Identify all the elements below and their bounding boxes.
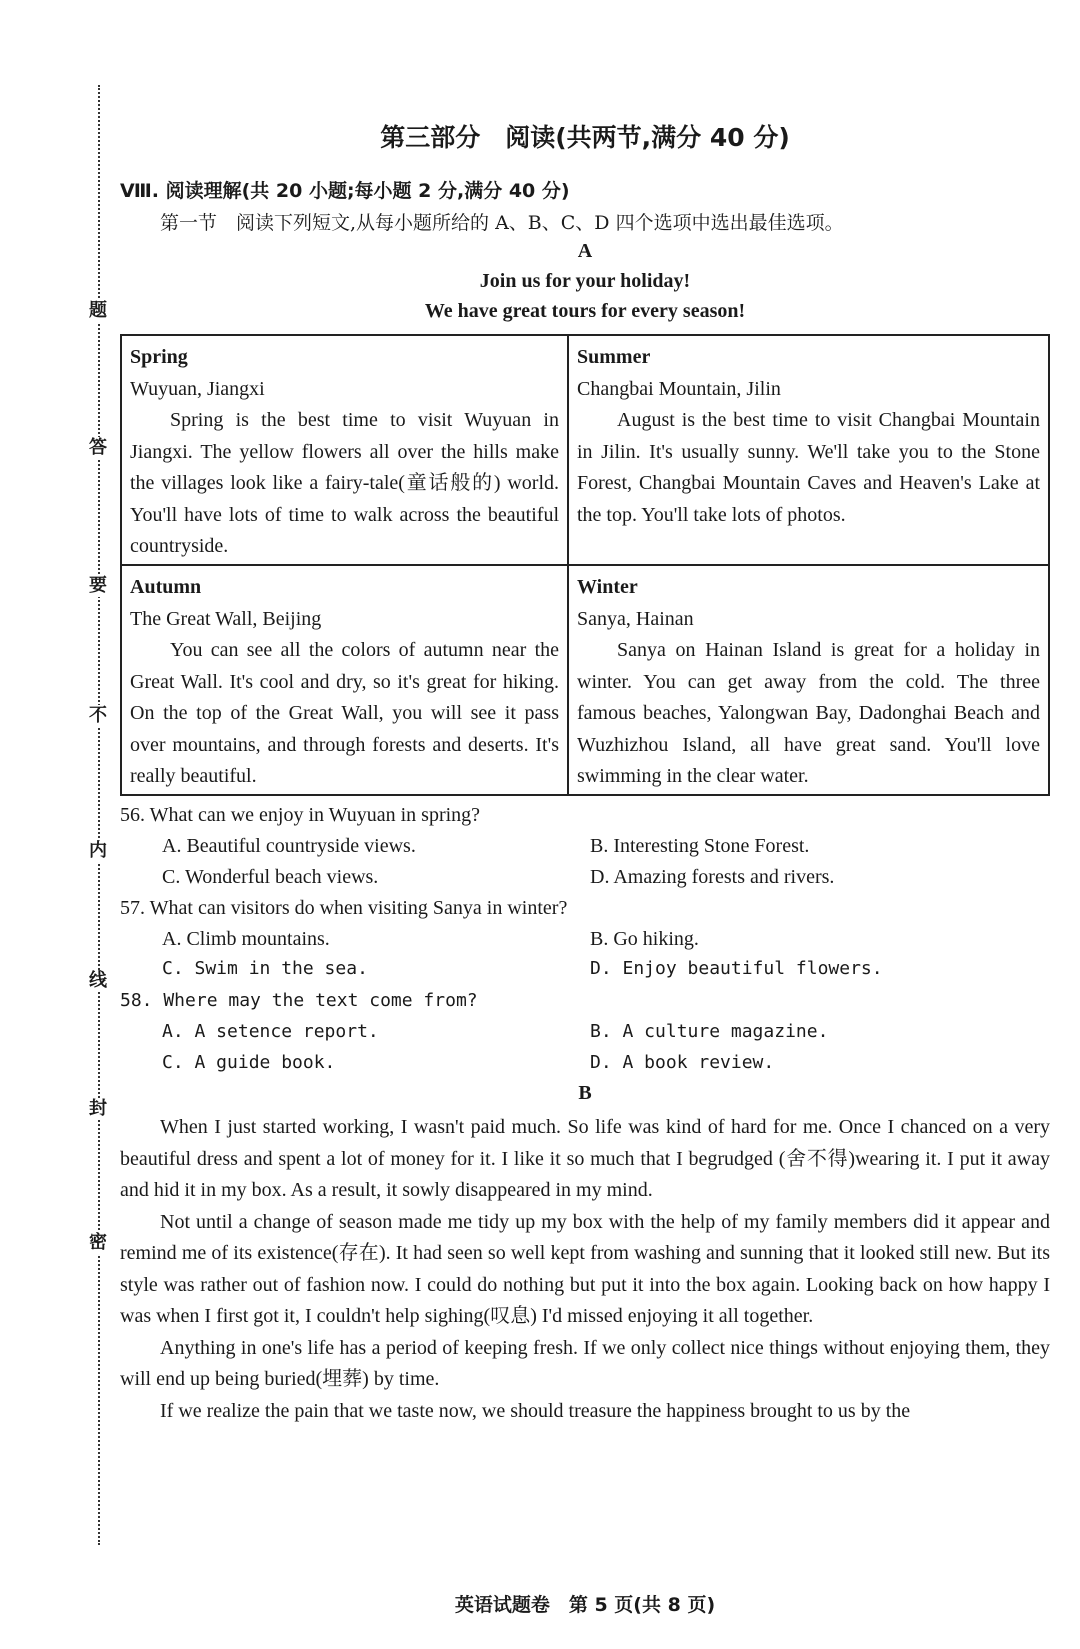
options-row (120, 831, 1050, 862)
passage-a-letter: A (577, 240, 593, 262)
margin-label-6: 线 (86, 970, 110, 992)
passage-paragraph: Anything in one's life has a period of keeping fresh. If we only collect nice things without enjoying them, they will end up being buried(埋葬) by time. (120, 1336, 1050, 1390)
question-stem: 56. What can we enjoy in Wuyuan in spring? (120, 804, 481, 826)
tour-description: Spring is the best time to visit Wuyuan in Jiangxi. The yellow flowers all over the hills make the villages look like a fairy-tale(童话般的) world. You'll have lots of time to walk across the beautiful countryside. (130, 409, 559, 557)
option-b: B. Interesting Stone Forest. (590, 835, 810, 857)
option-c: C. Swim in the sea. (162, 958, 368, 979)
option-d: D. A book review. (590, 1052, 775, 1073)
passage-paragraph: When I just started working, I wasn't paid much. So life was kind of hard for me. Once I chanced on a very beautiful dress and spent a lot of money for it. I like it so much that I begrudged (舍不得)wearing it. I put it away and hid it in my box. As a result, it sowly disappeared in my mind. (120, 1116, 1050, 1201)
margin-label-1: 题 (86, 300, 110, 322)
tour-place: Changbai Mountain, Jilin (577, 377, 781, 400)
option-a: A. A setence report. (162, 1021, 379, 1042)
tour-place: The Great Wall, Beijing (130, 607, 322, 630)
season-name: Summer (577, 346, 651, 368)
options-row (120, 953, 1050, 984)
options-row (120, 1016, 1050, 1047)
option-b: B. Go hiking. (590, 928, 699, 950)
page-footer: 英语试题卷 第 5 页(共 8 页) (454, 1594, 716, 1616)
season-name: Winter (577, 576, 638, 598)
options-row (120, 862, 1050, 893)
margin-label-4: 不 (86, 705, 110, 727)
margin-label-8: 密 (86, 1232, 110, 1254)
margin-label-7: 封 (86, 1098, 110, 1120)
question-57 (120, 893, 1050, 924)
part-heading: Ⅷ. 阅读理解(共 20 小题;每小题 2 分,满分 40 分) (120, 180, 570, 202)
question-stem: 57. What can visitors do when visiting Sanya in winter? (120, 897, 568, 919)
tour-description: Sanya on Hainan Island is great for a holiday in winter. You can get away from the cold. The three famous beaches, Yalongwan Bay, Dadonghai Beach and Wuzhizhou Island, all have great sand. You'll love swimming in the clear water. (577, 639, 1040, 787)
margin-label-2: 答 (86, 437, 110, 459)
passage-a-headline-1: Join us for your holiday! (479, 270, 691, 292)
section-title: 第三部分 阅读(共两节,满分 40 分) (380, 123, 790, 152)
option-b: B. A culture magazine. (590, 1021, 829, 1042)
question-58 (120, 985, 1050, 1016)
tour-cell-spring (122, 336, 567, 564)
question-stem: 58. Where may the text come from? (120, 990, 478, 1011)
tour-cell-summer (567, 336, 1048, 564)
option-a: A. Climb mountains. (162, 928, 330, 950)
tour-place: Sanya, Hainan (577, 607, 694, 630)
passage-paragraph: If we realize the pain that we taste now, we should treasure the happiness brought to us by the (160, 1399, 911, 1422)
passage-b-letter: B (578, 1082, 592, 1104)
question-56 (120, 800, 1050, 831)
option-d: D. Enjoy beautiful flowers. (590, 958, 883, 979)
option-a: A. Beautiful countryside views. (162, 835, 416, 857)
instruction: 第一节 阅读下列短文,从每小题所给的 A、B、C、D 四个选项中选出最佳选项。 (160, 212, 844, 234)
tour-cell-winter (567, 564, 1048, 794)
options-row (120, 1047, 1050, 1078)
option-d: D. Amazing forests and rivers. (590, 866, 835, 888)
season-name: Autumn (130, 576, 202, 598)
option-c: C. A guide book. (162, 1052, 336, 1073)
tour-cell-autumn (122, 564, 567, 794)
margin-label-5: 内 (86, 840, 110, 862)
tour-description: August is the best time to visit Changbai Mountain in Jilin. It's usually sunny. We'll take you to the Stone Forest, Changbai Mountain Caves and Heaven's Lake at the top. You'll take lots of photos. (577, 409, 1040, 526)
tour-place: Wuyuan, Jiangxi (130, 377, 265, 400)
tours-table (120, 334, 1050, 796)
season-name: Spring (130, 346, 188, 368)
margin-label-3: 要 (86, 575, 110, 597)
passage-a-headline-2: We have great tours for every season! (424, 300, 746, 322)
option-c: C. Wonderful beach views. (162, 866, 379, 888)
tour-description: You can see all the colors of autumn near the Great Wall. It's cool and dry, so it's great for hiking. On the top of the Great Wall, you will see it pass over mountains, and through forests and deserts. It's really beautiful. (130, 639, 559, 787)
passage-b-body (120, 1112, 1050, 1427)
passage-paragraph: Not until a change of season made me tidy up my box with the help of my family members did it appear and remind me of its existence(存在). It had seen so well kept from washing and sunning that it looked still new. But its style was rather out of fashion now. I could do nothing but put it into the box again. Looking back on how happy I was when I first got it, I couldn't help sighing(叹息) I'd missed enjoying it all together. (120, 1210, 1050, 1327)
options-row (120, 924, 1050, 955)
